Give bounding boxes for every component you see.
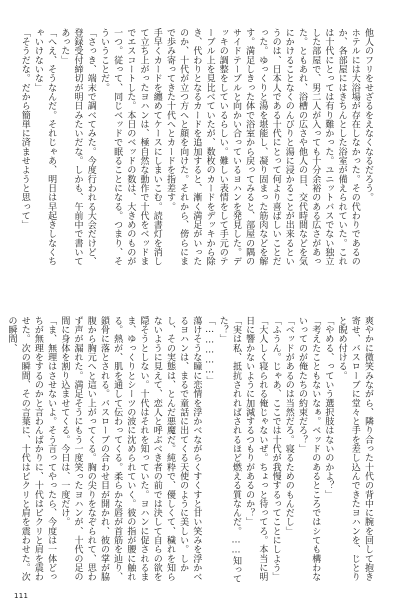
page-number: 111 xyxy=(14,592,29,600)
upper-text-block: 他人のフリをせざるをえなくなるだろう。 ホテルには大浴場が存在しなかった。その代わりであるのか、各部屋にはきちんとした浴室が備えられていた。これは十代にとっては有り難かった。ユニットバスでない独立した部屋で、男二人が入っても十分余裕のある広さがあった。ともあれ、浴槽の広さや他人の目、交代時間などを気にかけることなくのんびりと湯に浸かることが出来るというのは、日本人である十代にとって何より喜ばしいことだった。ゆっくりと湯を堪能し、凝り固まった筋肉などを解す。満足しきった体で浴室から戻ってみると、部屋の隅のサイドテーブルと向かい合っているヨハンを発見した。デッキの調整をしているらしい。難しい表情をして手元のテーブル上を見比べていたが、数枚のカードをデッキから除き、代わりとなるカードを追加すると、漸く満足がいったのか、十代が立つ方へと顔を向けた。それから、傍らにまで歩み寄ってきた十代へとカードを指差す。 手早くカードを纏めてケースにしまいこむ。読書灯を消して立ち上がったヨハンは、極自然な動作で十代をベッドまでエスコートした。本日のベッドの数は、大きめのものが一つ。従って、同じベッドで眠ることになる。つまり、そういうことだ。 「さっき、端末で調べてみた。今度行われる大会だけど、登録受付締切が明日みたいだな。しかも、午前中で書いてあった」 「へえ、そうなんだ。それじゃあ、明日は早起きしなくちゃいけないな」 「そうだな。だから簡単に済ませようと思って」 xyxy=(19,28,373,266)
lower-text-block: 爽やかに微笑みながら、隣り合った十代の背中に腕を回して抱き寄せ、バスローブに堂々と手を差し込んできたヨハンを、じとりと睨め付ける。 「やめる、っていう選択肢はないのかよ？」 「考えたこともないなぁ。ベッドのあるところではシても構わないってのが俺たちの約束だろ？」 「ベッドがあるのは当然だろ。寝るためのもんだし」 「ふうん。じゃあ、ここでは十代が我慢するってことにしよう」 「大人しく寝られる俺じゃないぜ。ちょっと待ってろ。本当に明日に響かないように加減するつもりがあるのか？」 「実は私、抵抗されればされるほど燃える質なんだ。……知ってた？」 「……………」 蕩けそうな瞳に恋情を浮かべながらくすくすと甘い笑みを浮かべるヨハンは、まるで童話に出てくる天使のように美しい。しかし、その実態は、とんだ悪魔だ。純粋で、優しくて、穢れを知らないように見えて、恋人と呼ぶべき者の前では決して自らの欲を隠そうとしない。十代はそれを知っていた。ヨハンに促されるまま、ゆっくりとシーツの波に沈められていく。彼の指が腰に触れる。熱が、肌を通して伝わってくる。柔らかな唇が首筋を辿り、鎖骨に落とされる。バスローブの合わせ目が開かれ、彼の掌が脇腹から胸元へと這い上がってくる。胸の尖りをなぞられて、思わず声が漏れた。満足そうにもう一度笑ったヨハンが、十代の足の間に身体を割り込ませてくる。今日は、一度だけ。 「ま、無理はさせないよ。そう言ってやったら、今度は一体どっちが無理をするのかと言わんばかりに、十代はビクリと肩を震わせた。次の瞬間、その言葉に、十代はビクリと肩を震わせた。次の瞬間、 xyxy=(6,316,373,584)
